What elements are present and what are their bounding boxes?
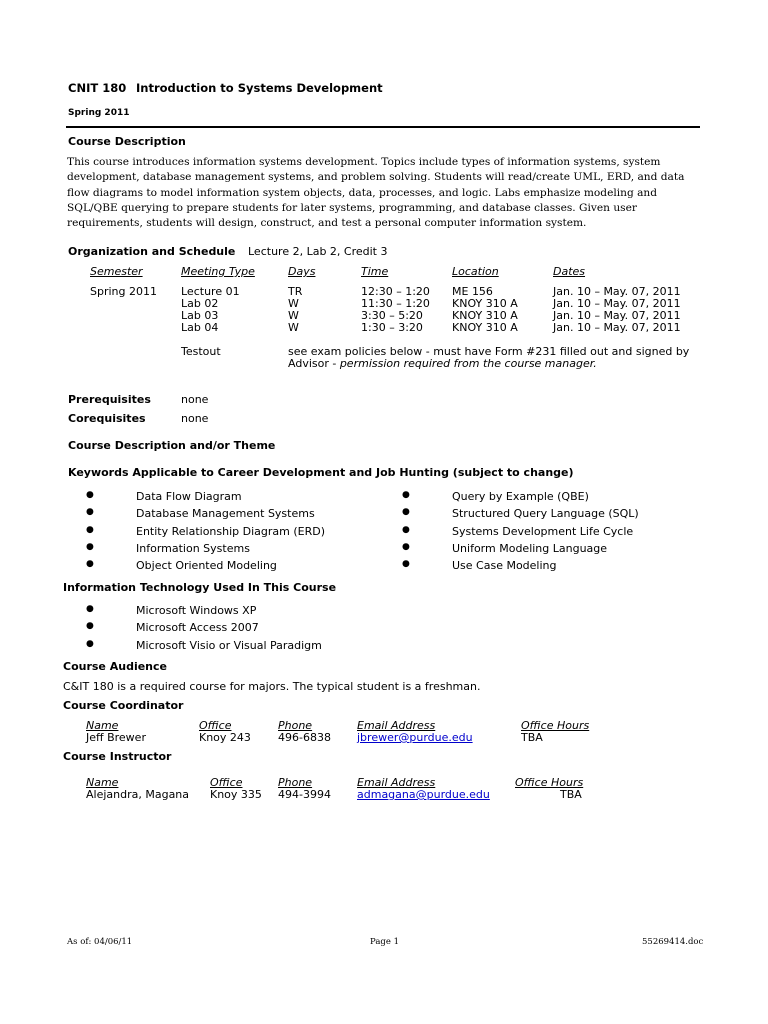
testout-note-prefix: Advisor -	[288, 357, 340, 370]
testout-note-line2	[288, 357, 597, 370]
schedule-dates: Jan. 10 – May. 07, 2011	[553, 297, 681, 310]
page-title: Introduction to Systems Development	[136, 81, 383, 95]
coordinator-phone: 496-6838	[278, 731, 331, 744]
instructor-phone: 494-3994	[278, 788, 331, 801]
schedule-type: Lab 04	[181, 321, 219, 334]
testout-label: Testout	[181, 345, 221, 358]
keyword-item: ● Database Management Systems	[136, 507, 315, 520]
coord-col-office: Office	[199, 719, 232, 732]
instr-col-phone: Phone	[278, 776, 313, 789]
coord-col-hours: Office Hours	[521, 719, 590, 732]
keyword-item: ● Structured Query Language (SQL)	[452, 507, 639, 520]
coord-col-email: Email Address	[357, 719, 436, 732]
footer-page-number: Page 1	[370, 937, 399, 947]
instr-col-email: Email Address	[357, 776, 436, 789]
instr-col-hours: Office Hours	[515, 776, 584, 789]
keyword-item: ● Query by Example (QBE)	[452, 490, 589, 503]
keyword-item: ● Uniform Modeling Language	[452, 542, 607, 555]
organization-summary: Lecture 2, Lab 2, Credit 3	[248, 245, 388, 258]
testout-note: see exam policies below - must have Form #231 filled out and signed by	[288, 345, 690, 358]
schedule-location: KNOY 310 A	[452, 321, 518, 334]
it-item: ● Microsoft Access 2007	[136, 621, 259, 634]
schedule-days: W	[288, 309, 299, 322]
schedule-type: Lecture 01	[181, 285, 240, 298]
it-item: ● Microsoft Visio or Visual Paradigm	[136, 639, 322, 652]
coordinator-email-link[interactable]: jbrewer@purdue.edu	[357, 731, 473, 744]
footer-as-of: As of: 04/06/11	[67, 937, 133, 947]
keywords-heading: Keywords Applicable to Career Development and Job Hunting (subject to change)	[68, 466, 574, 479]
col-meeting-type: Meeting Type	[181, 265, 255, 278]
coordinator-hours: TBA	[521, 731, 543, 744]
col-time: Time	[361, 265, 389, 278]
keyword-item: ● Entity Relationship Diagram (ERD)	[136, 525, 325, 538]
audience-text: C&IT 180 is a required course for majors. The typical student is a freshman.	[63, 680, 481, 693]
schedule-days: W	[288, 297, 299, 310]
prerequisites-label: Prerequisites	[68, 393, 151, 406]
schedule-time: 11:30 – 1:20	[361, 297, 430, 310]
schedule-time: 1:30 – 3:20	[361, 321, 423, 334]
instr-col-name: Name	[86, 776, 119, 789]
schedule-type: Lab 02	[181, 297, 219, 310]
coord-col-name: Name	[86, 719, 119, 732]
schedule-time: 3:30 – 5:20	[361, 309, 423, 322]
schedule-dates: Jan. 10 – May. 07, 2011	[553, 285, 681, 298]
schedule-location: KNOY 310 A	[452, 309, 518, 322]
schedule-semester: Spring 2011	[90, 285, 157, 298]
keyword-item: ● Data Flow Diagram	[136, 490, 242, 503]
schedule-type: Lab 03	[181, 309, 219, 322]
prerequisites-value: none	[181, 393, 209, 406]
schedule-location: KNOY 310 A	[452, 297, 518, 310]
coordinator-office: Knoy 243	[199, 731, 251, 744]
term-label: Spring 2011	[68, 108, 130, 118]
instructor-email-link[interactable]: admagana@purdue.edu	[357, 788, 490, 801]
header-divider	[66, 126, 700, 128]
col-dates: Dates	[553, 265, 586, 278]
organization-heading: Organization and Schedule	[68, 245, 236, 258]
audience-heading: Course Audience	[63, 660, 167, 673]
instructor-hours: TBA	[560, 788, 582, 801]
corequisites-label: Corequisites	[68, 412, 146, 425]
coordinator-name: Jeff Brewer	[86, 731, 146, 744]
col-location: Location	[452, 265, 499, 278]
keyword-item: ● Use Case Modeling	[452, 559, 557, 572]
course-description-text: This course introduces information systems development. Topics include types of information systems, system development, database management systems, and problem solving. Students will read/create UML, ERD, and data flow diagrams to model information system objects, data, processes, and logic. Labs emphasize modeling and SQL/QBE querying to prepare students for later systems, programming, and database classes. Given user requirements, students will design, construct, and test a personal computer information system.	[67, 156, 685, 230]
coord-col-phone: Phone	[278, 719, 313, 732]
col-days: Days	[288, 265, 316, 278]
schedule-days: TR	[288, 285, 303, 298]
schedule-dates: Jan. 10 – May. 07, 2011	[553, 321, 681, 334]
corequisites-value: none	[181, 412, 209, 425]
schedule-location: ME 156	[452, 285, 493, 298]
col-semester: Semester	[90, 265, 143, 278]
schedule-time: 12:30 – 1:20	[361, 285, 430, 298]
course-code: CNIT 180	[68, 81, 127, 95]
footer-doc-name: 55269414.doc	[642, 937, 704, 947]
it-used-heading: Information Technology Used In This Course	[63, 581, 337, 594]
it-item: ● Microsoft Windows XP	[136, 604, 256, 617]
instr-col-office: Office	[210, 776, 243, 789]
theme-heading: Course Description and/or Theme	[68, 439, 276, 452]
instructor-office: Knoy 335	[210, 788, 262, 801]
instructor-name: Alejandra, Magana	[86, 788, 190, 801]
keyword-item: ● Object Oriented Modeling	[136, 559, 277, 572]
keyword-item: ● Information Systems	[136, 542, 250, 555]
coordinator-heading: Course Coordinator	[63, 699, 184, 712]
instructor-heading: Course Instructor	[63, 750, 172, 763]
testout-note-permission: permission required from the course manager.	[339, 357, 597, 370]
keyword-item: ● Systems Development Life Cycle	[452, 525, 633, 538]
schedule-days: W	[288, 321, 299, 334]
schedule-dates: Jan. 10 – May. 07, 2011	[553, 309, 681, 322]
course-description-heading: Course Description	[68, 135, 186, 148]
